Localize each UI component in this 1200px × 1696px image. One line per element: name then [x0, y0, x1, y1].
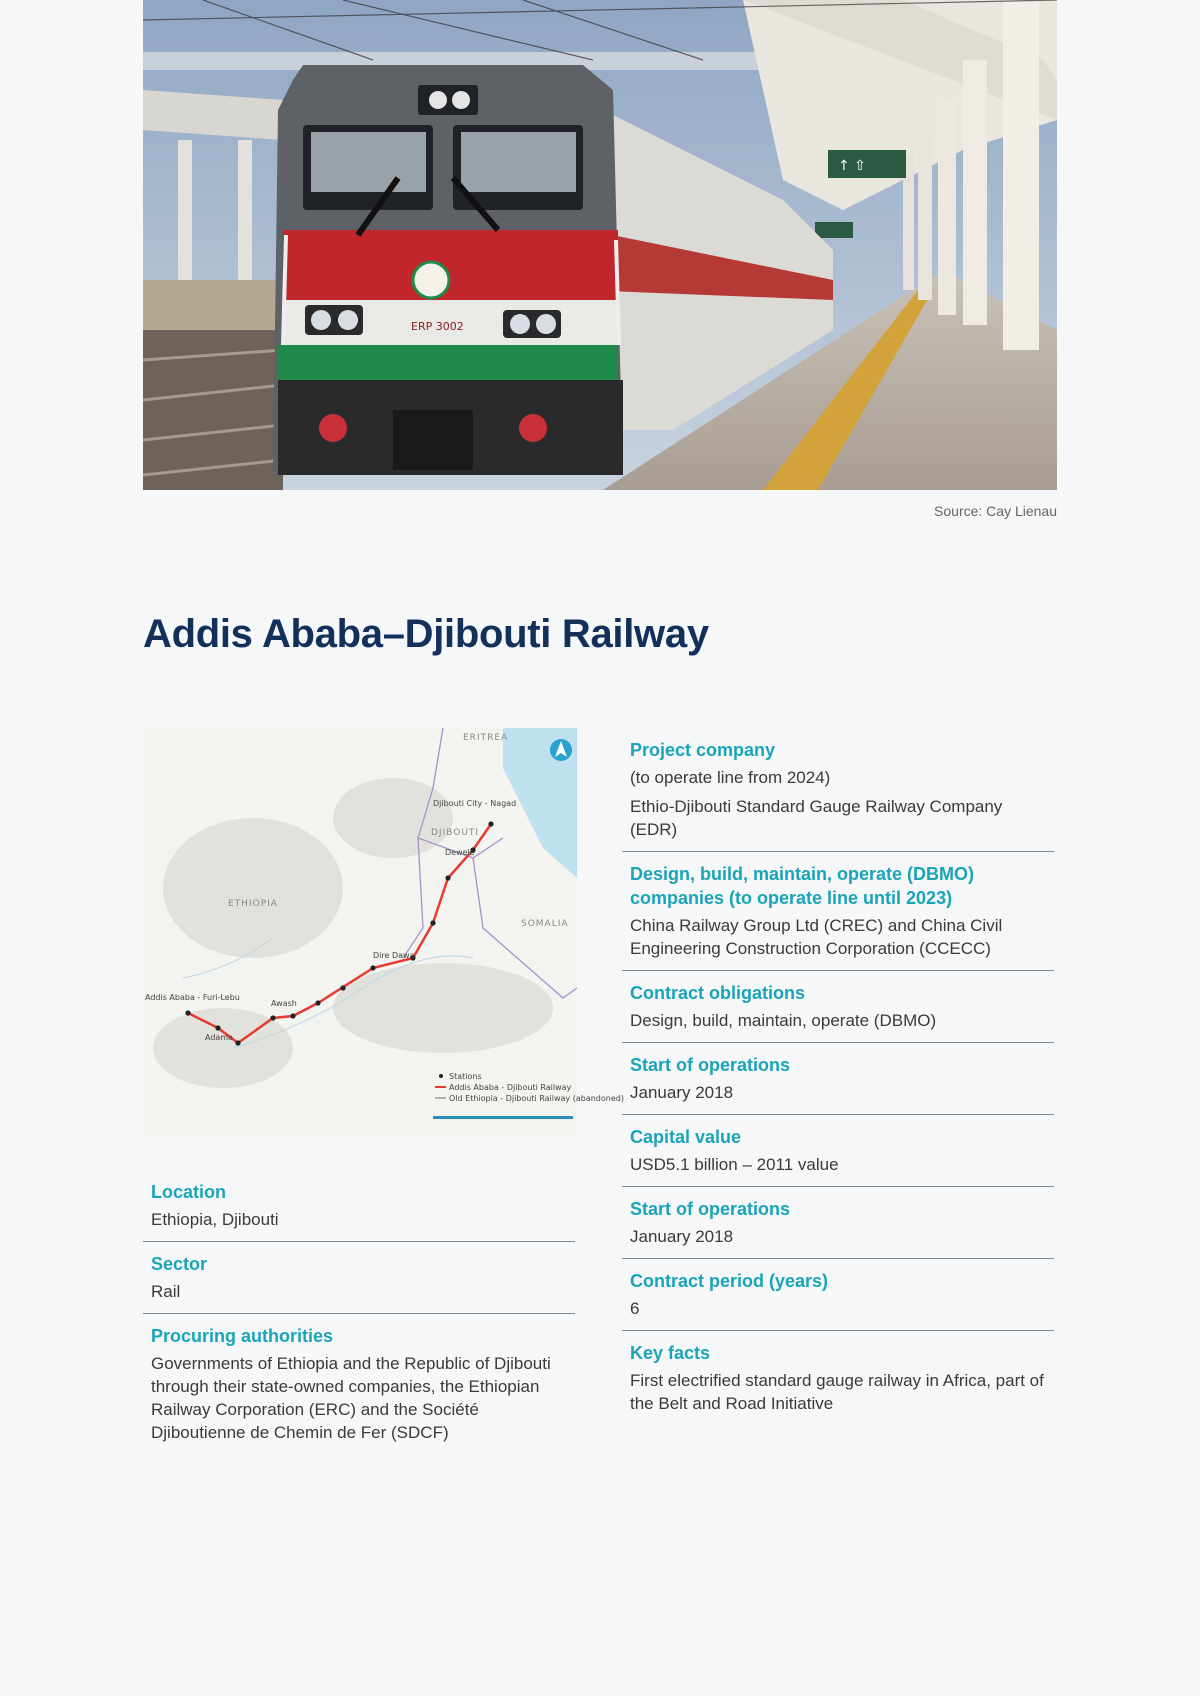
fact-start-of-operations: [622, 1053, 1054, 1115]
fact-start-of-operations-2: [622, 1197, 1054, 1259]
fact-label: Location: [151, 1182, 226, 1202]
page-title: Addis Ababa–Djibouti Railway: [143, 612, 709, 656]
map-label-somalia: SOMALIA: [521, 919, 569, 929]
fact-label: Design, build, maintain, operate (DBMO) companies (to operate line until 2023): [630, 864, 975, 908]
fact-label: Capital value: [630, 1127, 742, 1147]
fact-value: January 2018: [630, 1083, 734, 1102]
fact-contract-period: [622, 1269, 1054, 1331]
fact-label: Procuring authorities: [151, 1326, 334, 1346]
fact-label: Contract period (years): [630, 1271, 829, 1291]
map-label-dewele: Dewele: [445, 848, 475, 857]
map-label-djibouti-city: Djibouti City - Nagad: [433, 799, 517, 808]
legend-old-railway: Old Ethiopia - Djibouti Railway (abandoned): [449, 1094, 624, 1103]
fact-value: Governments of Ethiopia and the Republic of Djibouti through their state-owned companies, the Ethiopian Railway Corporation (ERC) and the Société Djiboutienne de Chemin de Fer (SDCF): [151, 1354, 551, 1442]
locomotive-number: ERP 3002: [411, 320, 464, 333]
project-facts-right: [622, 738, 1054, 1435]
fact-sector: [143, 1252, 575, 1314]
photo-source-credit: Source: Cay Lienau: [934, 503, 1057, 519]
fact-capital-value: [622, 1125, 1054, 1187]
map-label-awash: Awash: [271, 999, 297, 1008]
map-label-eritrea: ERITREA: [463, 733, 509, 743]
fact-project-company: [622, 738, 1054, 852]
fact-value: First electrified standard gauge railway in Africa, part of the Belt and Road Initiative: [630, 1371, 1044, 1413]
fact-value: Rail: [151, 1282, 181, 1301]
svg-text:↑ ⇧: ↑ ⇧: [838, 158, 866, 174]
map-label-adama: Adama: [205, 1033, 234, 1042]
route-map: [143, 728, 624, 1136]
fact-label: Project company: [630, 740, 776, 760]
project-facts-left: [143, 1180, 575, 1464]
fact-subvalue: (to operate line from 2024): [630, 768, 831, 787]
map-label-djibouti: DJIBOUTI: [431, 828, 480, 838]
fact-label: Start of operations: [630, 1055, 791, 1075]
fact-contract-obligations: [622, 981, 1054, 1043]
map-label-addis-ababa: Addis Ababa - Furi-Lebu: [145, 993, 240, 1002]
fact-label: Key facts: [630, 1343, 711, 1363]
fact-procuring-authorities: [143, 1324, 575, 1454]
map-label-ethiopia: ETHIOPIA: [228, 899, 278, 909]
fact-key-facts: [622, 1341, 1054, 1425]
fact-value: USD5.1 billion – 2011 value: [630, 1155, 839, 1174]
map-label-dire-dawa: Dire Dawa: [373, 951, 415, 960]
fact-value: 6: [630, 1299, 640, 1318]
fact-location: [143, 1180, 575, 1242]
fact-label: Sector: [151, 1254, 208, 1274]
fact-value: Ethio-Djibouti Standard Gauge Railway Company (EDR): [630, 797, 1003, 839]
fact-value: China Railway Group Ltd (CREC) and China Civil Engineering Construction Corporation (CCECC): [630, 916, 1003, 958]
fact-label: Start of operations: [630, 1199, 791, 1219]
fact-dbmo-companies: [622, 862, 1054, 971]
fact-label: Contract obligations: [630, 983, 805, 1003]
fact-value: Ethiopia, Djibouti: [151, 1210, 279, 1229]
legend-new-railway: Addis Ababa - Djibouti Railway: [449, 1083, 572, 1092]
fact-value: Design, build, maintain, operate (DBMO): [630, 1011, 937, 1030]
fact-value: January 2018: [630, 1227, 734, 1246]
legend-stations: Stations: [449, 1072, 482, 1081]
train-photo: [143, 0, 1057, 490]
